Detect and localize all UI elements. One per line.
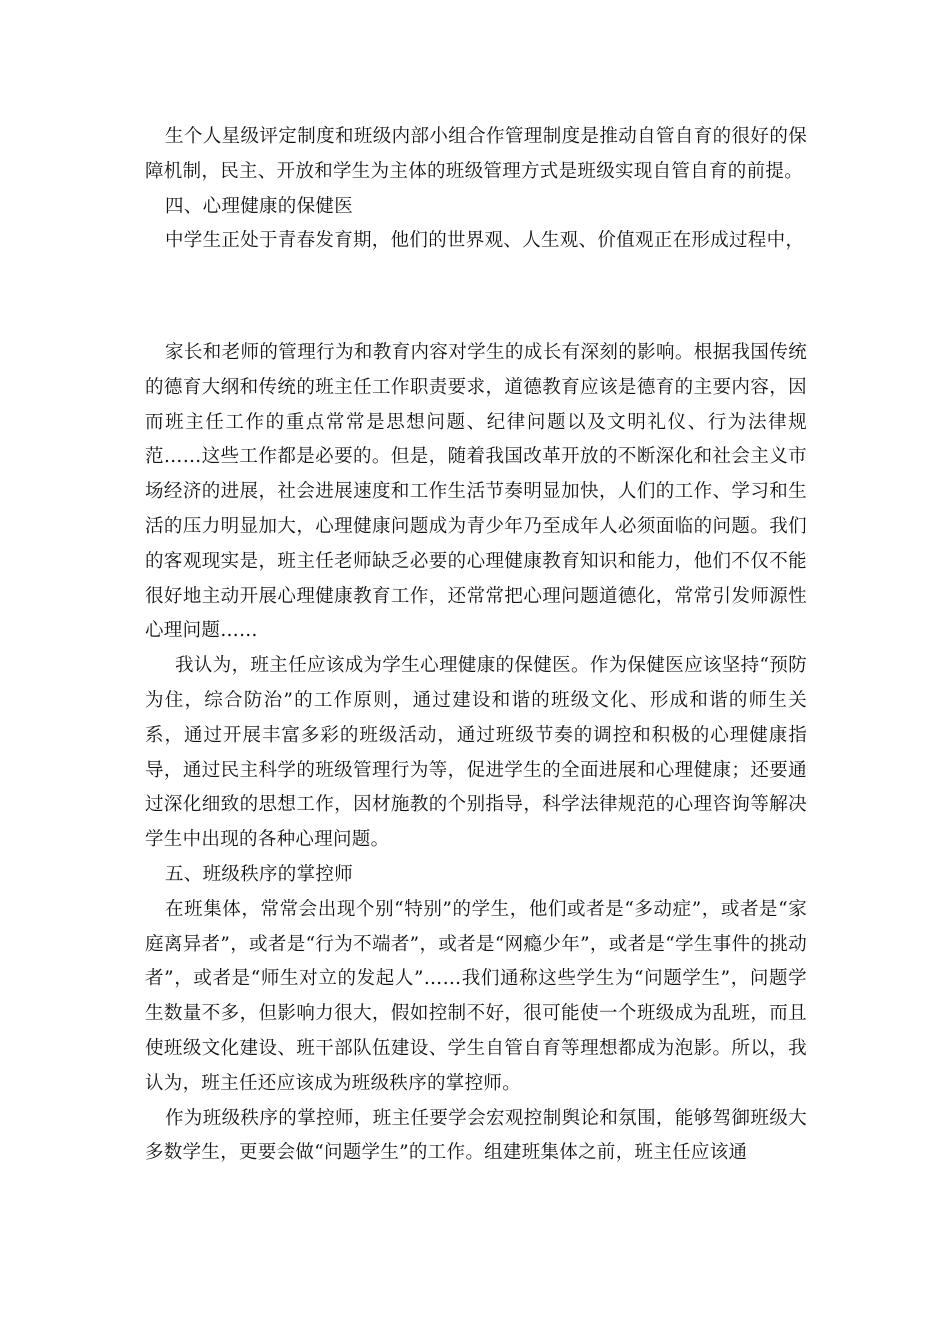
paragraph-problem-students: 在班集体，常常会出现个别“特别”的学生，他们或者是“多动症”，或者是“家庭离异者”，或者是“行为不端者”，或者是“网瘾少年”，或者是“学生事件的挑动者”，或者是“师生对立的发起人”……我们通称这些学生为“问题学生”，问题学生数量不多，但影响力很大，假如控制不好，很可能使一个班级成为乱班，而且使班级文化建设、班干部队伍建设、学生自管自育等理想都成为泡影。所以，我认为，班主任还应该成为班级秩序的掌控师。: [145, 898, 807, 1094]
section-heading-class-order: 五、班级秩序的掌控师: [165, 863, 354, 885]
paragraph-health-doctor: 我认为，班主任应该成为学生心理健康的保健医。作为保健医应该坚持“预防为住，综合防治”的工作原则，通过建设和谐的班级文化、形成和谐的师生关系，通过开展丰富多彩的班级活动，通过班级节奏的调控和积极的心理健康指导，通过民主科学的班级管理行为等，促进学生的全面进展和心理健康；还要通过深化细致的思想工作，因材施教的个别指导，科学法律规范的心理咨询等解决学生中出现的各种心理问题。: [145, 655, 807, 851]
section-heading-mental-health: 四、心理健康的保健医: [165, 195, 354, 217]
paragraph-order-controller: 作为班级秩序的掌控师，班主任要学会宏观控制舆论和氛围，能够驾御班级大多数学生，更要会做“问题学生”的工作。组建班集体之前，班主任应该通: [145, 1107, 807, 1164]
paragraph-moral-education: 家长和老师的管理行为和教育内容对学生的成长有深刻的影响。根据我国传统的德育大纲和传统的班主任工作职责要求，道德教育应该是德育的主要内容，因而班主任工作的重点常常是思想问题、纪律问题以及文明礼仪、行为法律规范……这些工作都是必要的。但是，随着我国改革开放的不断深化和社会主义市场经济的进展，社会进展速度和工作生活节奏明显加快，人们的工作、学习和生活的压力明显加大，心理健康问题成为青少年乃至成年人必须面临的问题。我们的客观现实是，班主任老师缺乏必要的心理健康教育知识和能力，他们不仅不能很好地主动开展心理健康教育工作，还常常把心理问题道德化，常常引发师源性心理问题……: [145, 342, 807, 642]
text-section-bottom: [145, 336, 807, 1171]
text-section-top: [145, 120, 807, 259]
paragraph-self-management-conclusion: 生个人星级评定制度和班级内部小组合作管理制度是推动自管自育的很好的保障机制，民主、开放和学生为主体的班级管理方式是班级实现自管自育的前提。: [145, 126, 807, 182]
paragraph-adolescence-intro: 中学生正处于青春发育期，他们的世界观、人生观、价值观正在形成过程中，: [165, 230, 805, 252]
